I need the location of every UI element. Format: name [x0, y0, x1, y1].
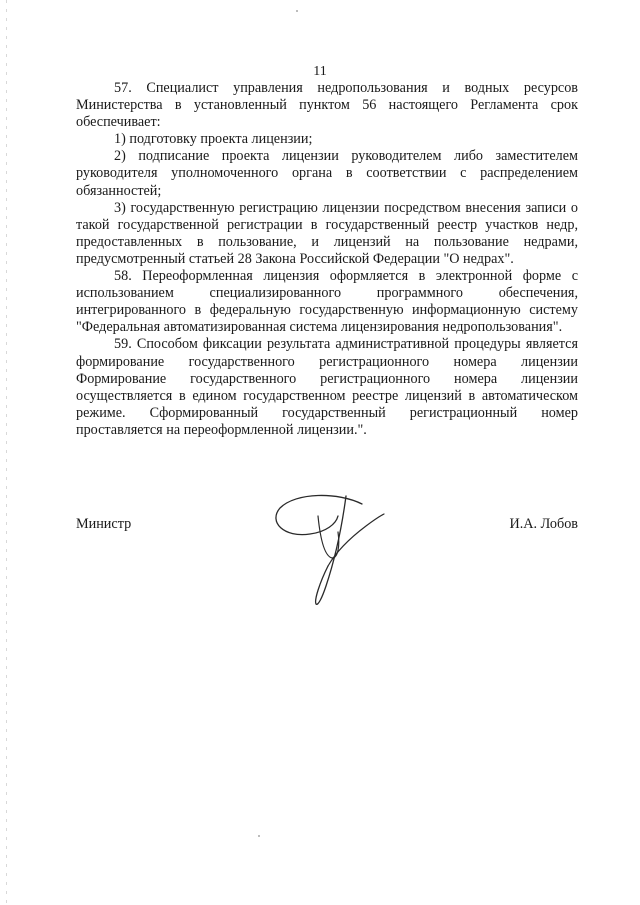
page-number: 11	[313, 64, 327, 79]
paragraph-59: 59. Способом фиксации результата административной процедуры является формирование государственного регистрационного номера лицензии Формирование государственного регистрационного номера лицензии осуществляется в едином государственном реестре лицензий в автоматическом режиме. Сформированный государственный регистрационный номер проставляется на переоформленной лицензии.".	[76, 336, 578, 438]
paragraph-57: 57. Специалист управления недропользования и водных ресурсов Министерства в установленный пунктом 56 настоящего Регламента срок обеспечивает:	[76, 80, 578, 131]
signer-title: Министр	[76, 516, 132, 532]
paragraph-57-item-2: 2) подписание проекта лицензии руководителем либо заместителем руководителя уполномоченного органа в соответствии с распределением обязанностей;	[76, 148, 578, 199]
scan-dot-artifact	[258, 835, 260, 837]
paragraph-58: 58. Переоформленная лицензия оформляется в электронной форме с использованием специализированного программного обеспечения, интегрированного в федеральную государственную информационную систему "Федеральная автоматизированная система лицензирования недропользования".	[76, 268, 578, 336]
scan-dot-artifact	[296, 10, 298, 12]
handwritten-signature	[266, 486, 406, 616]
paragraph-57-item-1: 1) подготовку проекта лицензии;	[114, 131, 313, 148]
paragraph-57-item-3: 3) государственную регистрацию лицензии посредством внесения записи о такой государственной регистрации в государственный реестр участков недр, предоставленных в пользование, и лицензий на пользование недрами, предусмотренный статьей 28 Закона Российской Федерации "О недрах".	[76, 199, 578, 267]
document-body	[76, 80, 578, 439]
signature-block	[76, 508, 578, 618]
signer-name: И.А. Лобов	[509, 516, 578, 532]
scan-edge-artifact	[6, 0, 7, 905]
